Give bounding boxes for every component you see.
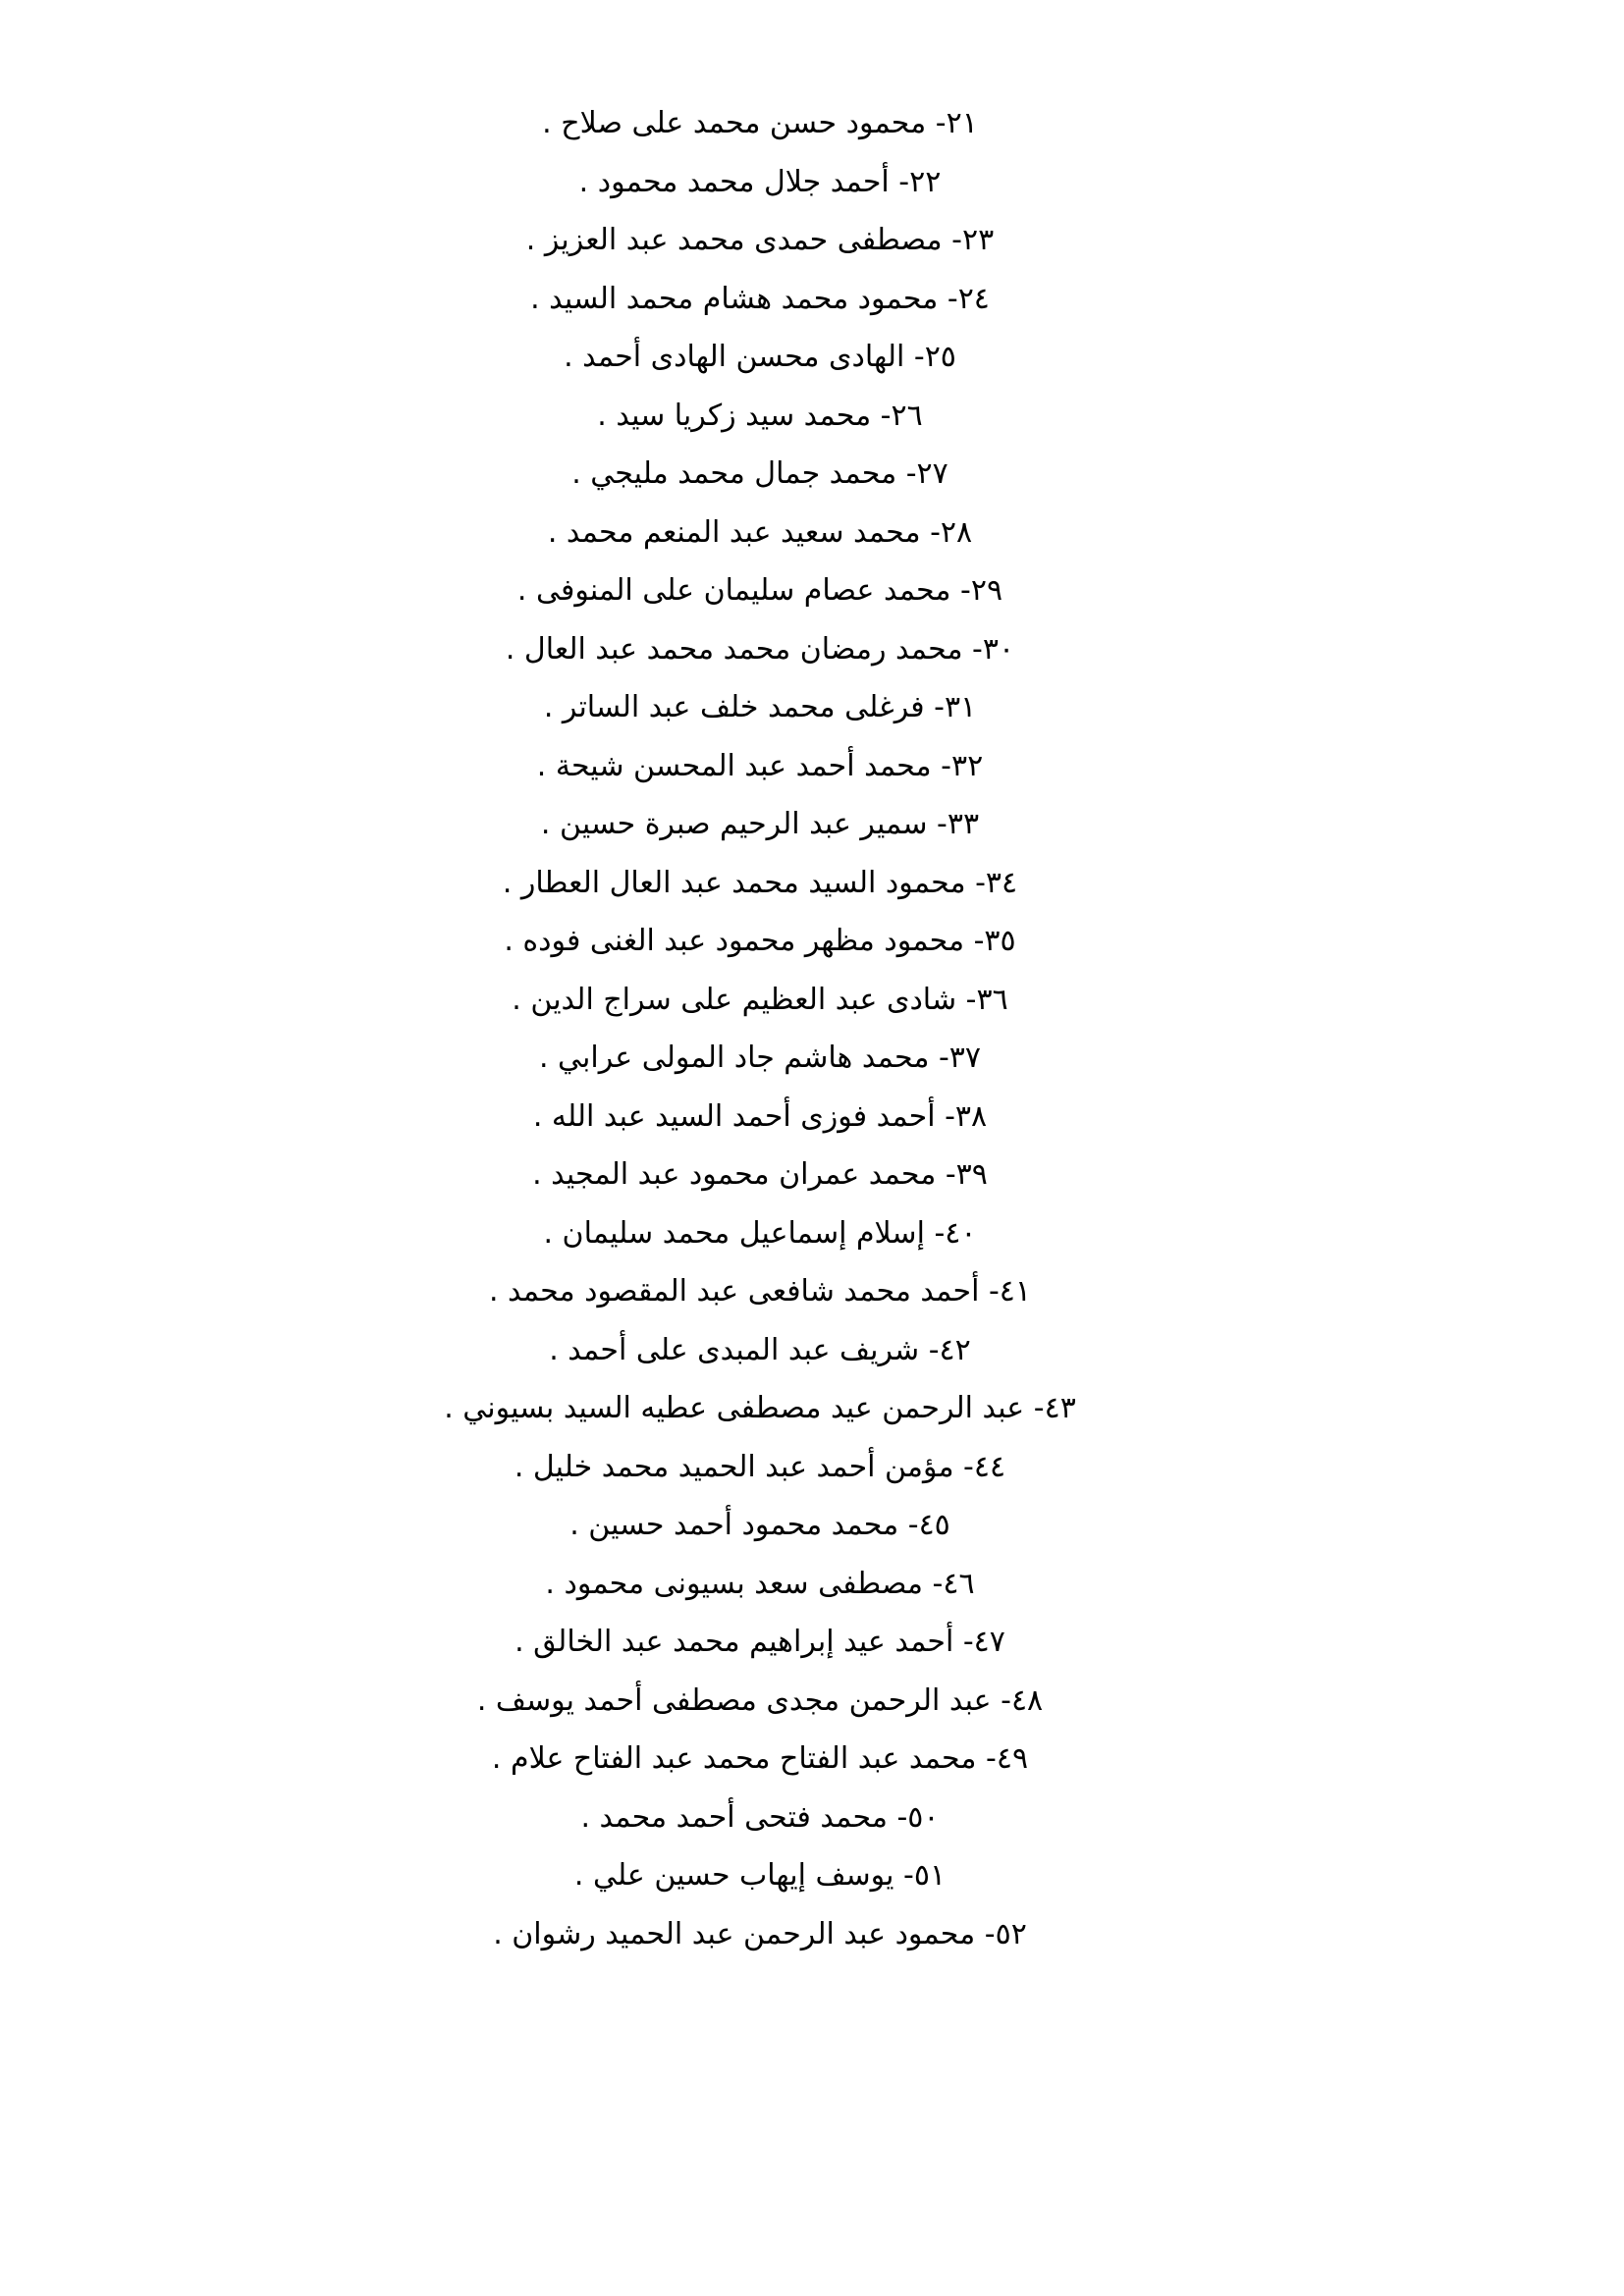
- list-item: ٣٢- محمد أحمد عبد المحسن شيحة .: [536, 748, 984, 783]
- list-item: ٤٧- أحمد عيد إبراهيم محمد عبد الخالق .: [514, 1625, 1005, 1659]
- list-item: ٢٦- محمد سيد زكريا سيد .: [597, 398, 923, 433]
- list-item: ٤٩- محمد عبد الفتاح محمد عبد الفتاح علام .: [491, 1741, 1029, 1776]
- list-item: ٢٤- محمود محمد هشام محمد السيد .: [530, 281, 990, 316]
- list-item: ٣٨- أحمد فوزى أحمد السيد عبد الله .: [532, 1098, 988, 1134]
- list-item: ٥٠- محمد فتحى أحمد محمد .: [580, 1799, 940, 1835]
- list-item: ٣٧- محمد هاشم جاد المولى عرابي .: [538, 1041, 982, 1075]
- list-item: ٣١- فرغلى محمد خلف عبد الساتر .: [543, 690, 977, 724]
- list-item: ٥٢- محمود عبد الرحمن عبد الحميد رشوان .: [493, 1916, 1027, 1951]
- list-item: ٥١- يوسف إيهاب حسين علي .: [573, 1858, 947, 1893]
- list-item: ٤٦- مصطفى سعد بسيونى محمود .: [545, 1566, 975, 1601]
- names-list: [269, 94, 1251, 1963]
- list-item: ٣٩- محمد عمران محمود عبد المجيد .: [532, 1157, 988, 1192]
- list-item: ٣٠- محمد رمضان محمد محمد عبد العال .: [505, 631, 1015, 667]
- list-item: ٤٢- شريف عبد المبدى على أحمد .: [549, 1332, 971, 1367]
- list-item: ٣٤- محمود السيد محمد عبد العال العطار .: [502, 865, 1018, 900]
- list-item: ٢٩- محمد عصام سليمان على المنوفى .: [516, 573, 1003, 608]
- list-item: ٢٧- محمد جمال محمد مليجي .: [571, 456, 948, 491]
- list-item: ٣٥- محمود مظهر محمود عبد الغنى فوده .: [504, 924, 1016, 958]
- list-item: ٢١- محمود حسن محمد على صلاح .: [542, 106, 978, 140]
- list-item: ٤٤- مؤمن أحمد عبد الحميد محمد خليل .: [514, 1449, 1006, 1484]
- list-item: ٤٥- محمد محمود أحمد حسين .: [569, 1508, 950, 1542]
- list-item: ٤٠- إسلام إسماعيل محمد سليمان .: [543, 1215, 977, 1251]
- list-item: ٤٣- عبد الرحمن عيد مصطفى عطيه السيد بسيوني .: [444, 1391, 1076, 1425]
- list-item: ٣٦- شادى عبد العظيم على سراج الدين .: [512, 982, 1008, 1017]
- list-item: ٤١- أحمد محمد شافعى عبد المقصود محمد .: [488, 1274, 1032, 1308]
- list-item: ٣٣- سمير عبد الرحيم صبرة حسين .: [540, 807, 980, 841]
- list-item: ٢٢- أحمد جلال محمد محمود .: [578, 164, 942, 199]
- list-item: ٢٥- الهادى محسن الهادى أحمد .: [564, 340, 956, 374]
- list-item: ٤٨- عبد الرحمن مجدى مصطفى أحمد يوسف .: [476, 1682, 1044, 1718]
- list-item: ٢٨- محمد سعيد عبد المنعم محمد .: [547, 514, 973, 550]
- list-item: ٢٣- مصطفى حمدى محمد عبد العزيز .: [525, 223, 995, 257]
